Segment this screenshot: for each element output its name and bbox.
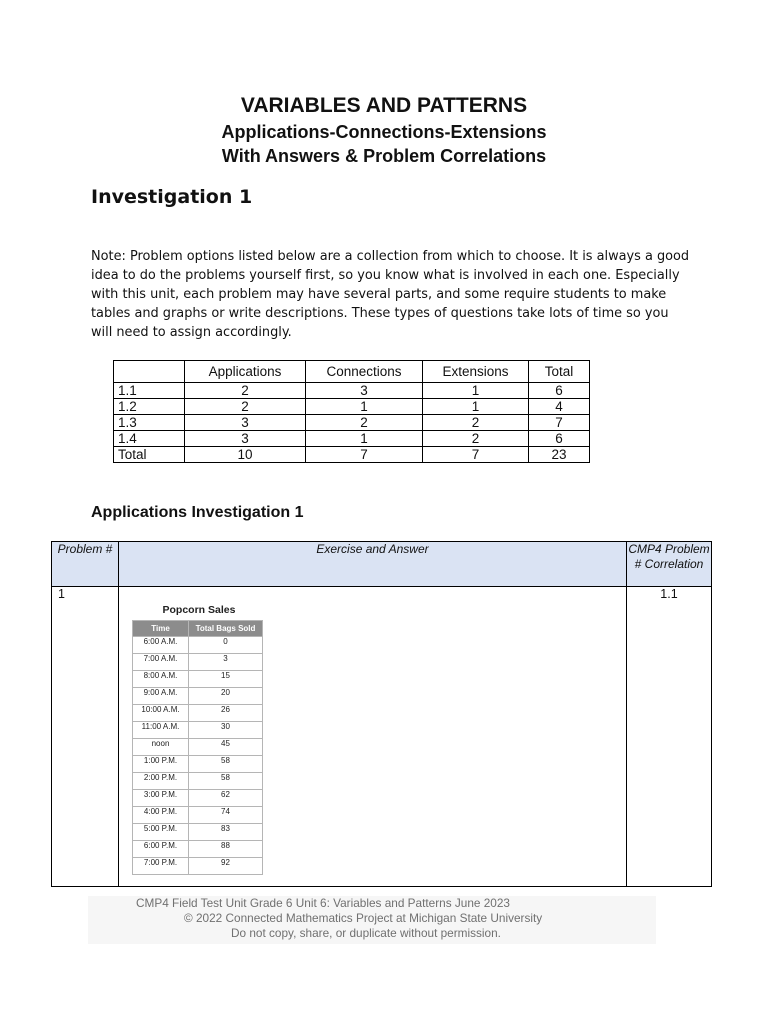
popcorn-sales-figure (132, 604, 266, 875)
document-subtitle-2: With Answers & Problem Correlations (221, 146, 547, 166)
footer-line-3: Do not copy, share, or duplicate without permission. (231, 926, 501, 940)
summary-cell: 2 (423, 431, 529, 447)
document-subtitle-1: Applications-Connections-Extensions (221, 122, 547, 142)
popcorn-header-row (133, 621, 263, 637)
popcorn-time-cell: 8:00 A.M. (133, 671, 189, 688)
exercise-header-row (52, 542, 712, 587)
popcorn-row (133, 705, 263, 722)
summary-cell: 1 (423, 399, 529, 415)
summary-cell: 6 (529, 383, 590, 399)
popcorn-time-cell: 7:00 P.M. (133, 858, 189, 875)
summary-header-total: Total (529, 361, 590, 383)
footer-line-2: © 2022 Connected Mathematics Project at Michigan State University (184, 911, 543, 925)
summary-cell: 2 (423, 415, 529, 431)
investigation-heading: Investigation 1 (91, 186, 253, 208)
summary-row (114, 383, 590, 399)
popcorn-row (133, 841, 263, 858)
summary-header-connections: Connections (306, 361, 423, 383)
summary-cell: 7 (306, 447, 423, 463)
popcorn-bags-cell: 62 (189, 790, 263, 807)
popcorn-row (133, 790, 263, 807)
popcorn-row (133, 671, 263, 688)
exercise-row (52, 587, 712, 887)
summary-cell: 6 (529, 431, 590, 447)
exercise-table (51, 541, 712, 887)
popcorn-time-cell: 6:00 A.M. (133, 637, 189, 654)
summary-cell: 1 (423, 383, 529, 399)
popcorn-row (133, 637, 263, 654)
summary-cell: Total (114, 447, 185, 463)
exercise-content (119, 587, 627, 887)
popcorn-bags-cell: 15 (189, 671, 263, 688)
popcorn-header-bags: Total Bags Sold (189, 621, 263, 637)
summary-cell: 4 (529, 399, 590, 415)
popcorn-row (133, 773, 263, 790)
popcorn-time-cell: 2:00 P.M. (133, 773, 189, 790)
popcorn-time-cell: 4:00 P.M. (133, 807, 189, 824)
summary-header-blank (114, 361, 185, 383)
summary-header-row (114, 361, 590, 383)
page-footer (88, 896, 656, 944)
header-problem-number: Problem # (52, 542, 119, 587)
header-cmp4-correlation: CMP4 Problem # Correlation (627, 542, 712, 587)
summary-cell: 1.2 (114, 399, 185, 415)
summary-cell: 3 (185, 431, 306, 447)
popcorn-bags-cell: 30 (189, 722, 263, 739)
summary-cell: 1.4 (114, 431, 185, 447)
popcorn-row (133, 756, 263, 773)
summary-header-applications: Applications (185, 361, 306, 383)
summary-cell: 1 (306, 431, 423, 447)
footer-line-1: CMP4 Field Test Unit Grade 6 Unit 6: Variables and Patterns June 2023 (136, 896, 510, 910)
popcorn-time-cell: 1:00 P.M. (133, 756, 189, 773)
popcorn-header-time: Time (133, 621, 189, 637)
header-exercise-and-answer: Exercise and Answer (119, 542, 627, 587)
popcorn-bags-cell: 74 (189, 807, 263, 824)
summary-table (113, 360, 590, 463)
summary-row (114, 431, 590, 447)
popcorn-row (133, 654, 263, 671)
popcorn-sales-title: Popcorn Sales (162, 604, 236, 616)
popcorn-bags-cell: 58 (189, 756, 263, 773)
popcorn-row (133, 858, 263, 875)
popcorn-sales-table (132, 620, 263, 875)
popcorn-time-cell: 5:00 P.M. (133, 824, 189, 841)
summary-cell: 23 (529, 447, 590, 463)
applications-heading: Applications Investigation 1 (91, 504, 304, 521)
popcorn-bags-cell: 92 (189, 858, 263, 875)
document-titles (0, 92, 768, 168)
popcorn-bags-cell: 83 (189, 824, 263, 841)
summary-cell: 7 (423, 447, 529, 463)
document-title: VARIABLES AND PATTERNS (240, 94, 528, 117)
popcorn-time-cell: 9:00 A.M. (133, 688, 189, 705)
popcorn-time-cell: 7:00 A.M. (133, 654, 189, 671)
summary-cell: 3 (306, 383, 423, 399)
popcorn-bags-cell: 0 (189, 637, 263, 654)
popcorn-time-cell: 3:00 P.M. (133, 790, 189, 807)
popcorn-row (133, 739, 263, 756)
summary-row (114, 415, 590, 431)
popcorn-row (133, 824, 263, 841)
popcorn-table-body (133, 637, 263, 875)
summary-header-extensions: Extensions (423, 361, 529, 383)
summary-cell: 7 (529, 415, 590, 431)
popcorn-row (133, 722, 263, 739)
summary-cell: 3 (185, 415, 306, 431)
note-paragraph: Note: Problem options listed below are a collection from which to choose. It is always a good idea to do the problems yourself first, so you know what is involved in each one. Especially with this unit, each problem may have several parts, and some require students to make tables and graphs or write descriptions. These types of questions take lots of time so you will need to assign accordingly. (91, 249, 690, 340)
popcorn-bags-cell: 20 (189, 688, 263, 705)
popcorn-bags-cell: 88 (189, 841, 263, 858)
popcorn-time-cell: noon (133, 739, 189, 756)
popcorn-row (133, 688, 263, 705)
popcorn-bags-cell: 26 (189, 705, 263, 722)
popcorn-bags-cell: 58 (189, 773, 263, 790)
summary-cell: 2 (185, 383, 306, 399)
summary-cell: 2 (306, 415, 423, 431)
popcorn-bags-cell: 45 (189, 739, 263, 756)
popcorn-time-cell: 6:00 P.M. (133, 841, 189, 858)
summary-row (114, 399, 590, 415)
popcorn-time-cell: 11:00 A.M. (133, 722, 189, 739)
problem-number: 1 (52, 587, 119, 887)
popcorn-bags-cell: 3 (189, 654, 263, 671)
summary-cell: 10 (185, 447, 306, 463)
summary-total-row (114, 447, 590, 463)
popcorn-row (133, 807, 263, 824)
popcorn-time-cell: 10:00 A.M. (133, 705, 189, 722)
summary-cell: 2 (185, 399, 306, 415)
summary-cell: 1.3 (114, 415, 185, 431)
summary-cell: 1.1 (114, 383, 185, 399)
correlation-value: 1.1 (627, 587, 712, 887)
summary-cell: 1 (306, 399, 423, 415)
